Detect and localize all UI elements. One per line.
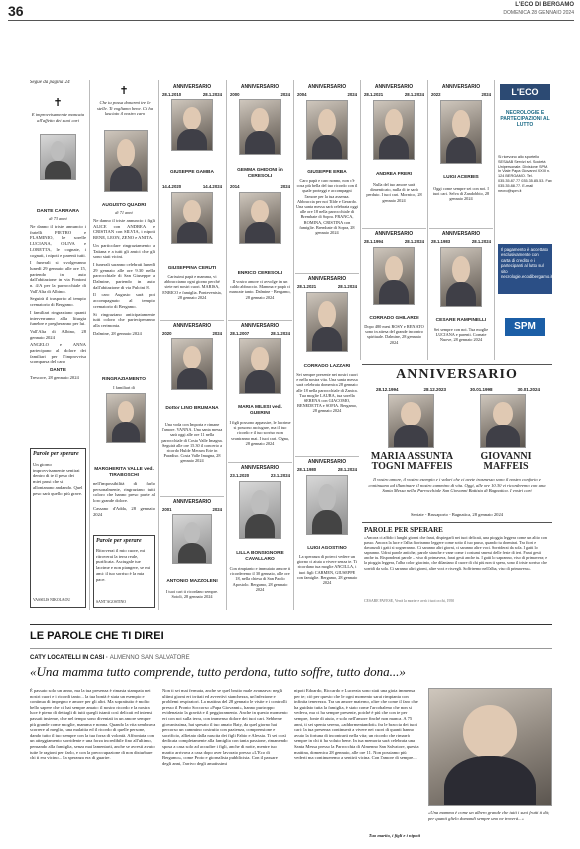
separator (362, 228, 426, 229)
date-end: 28.1.2024 (337, 284, 357, 289)
column-divider (89, 80, 90, 610)
obit-text (30, 224, 86, 442)
deceased-name: MARIA MILESI ved. GUERINI (238, 405, 282, 416)
anniversary-text: Sei sempre con noi. Tua moglie LUCIANA e parenti. Cornate Nuove, 28 gennaio 2024 (433, 327, 489, 343)
deceased-name: MARGHERITA VALLE ved. TIRABOSCHI (94, 467, 154, 478)
portrait-photo (440, 247, 482, 307)
author-place: ALMENNO SAN SALVATORE (109, 655, 190, 661)
obit-paragraph: Trescore, 28 gennaio 2024 (30, 374, 79, 380)
date-start: 2000 (230, 92, 240, 97)
column-divider (158, 80, 159, 610)
anniversary-place: Seriate - Brusaporto - Bagnatica, 28 gennaio 2024 (410, 512, 504, 517)
obit-paragraph: ANGELO e ANNA partecipano al dolore dei familiari per l'improvvisa scomparsa del caro (30, 342, 86, 365)
date-start: 23.1.2020 (230, 473, 250, 478)
obit-paragraph: Ne danno il triste annuncio i fratelli PIETRO e FLAMINIO, le sorelle LUCIANA, OLIVA e LORETTA, le cognate, i cognati, i nipoti e parenti tutti. (30, 224, 86, 258)
obit-text (93, 218, 155, 368)
anniversary-dates (376, 387, 446, 392)
date-end: 28.1.2024 (202, 92, 222, 97)
date-start: 2022 (431, 92, 441, 97)
date-start: 2014 (230, 184, 240, 189)
column-divider (494, 80, 495, 360)
date-end: 28.1.2024 (270, 331, 290, 336)
anniversary-title: ANNIVERSARIO (307, 459, 347, 465)
date-start: 28.12.1994 (376, 387, 399, 392)
deceased-name: LILLA BONSIGNORE CAVALLARO (236, 551, 284, 562)
anniversary-dates (297, 92, 357, 97)
anniversary-dates (230, 331, 290, 336)
date-end: 28.1.2024 (404, 92, 424, 97)
eco-logo: L'ECO (500, 84, 550, 100)
anniversary-dates (470, 387, 540, 392)
section-title: LE PAROLE CHE TI DIREI (30, 630, 164, 642)
date-start: 2020 (162, 331, 172, 336)
anniversary-title: ANNIVERSARIO (240, 465, 280, 471)
anniversary-text: Caro papà e caro nonno, non c'è cosa più bella del tuo ricordo con il quale proteggi e accompagni l'amore per la tua assenza. Abbraccia per noi Tilde e Gerardo. Una santa messa sarà celebrata oggi alle ore 18 nella parrocchiale di Brembate di Sopra. FRANCA, ROMINA, CRISTINA con famiglie. Brembate di Sopra, 28 gennaio 2024 (296, 178, 358, 236)
portrait-photo (40, 134, 76, 180)
anniversary-text: I figli possono appassire, le lacrime si possono asciugare, ma il tuo ricordo e il tuo sorriso non svaniranno mai. I tuoi cari. Ogna, 28 gennaio 2024 (229, 420, 291, 446)
page-number: 36 (8, 3, 24, 19)
portrait-photo (440, 100, 482, 164)
deceased-name: ANTONIO MAZZOLENI (166, 579, 218, 584)
necrologie-title: NECROLOGIE E PARTECIPAZIONI AL LUTTO (500, 110, 550, 128)
date-start: 14.4.2020 (162, 184, 182, 189)
anniversary-title: ANNIVERSARIO (374, 84, 414, 90)
spm-logo: SPM (505, 318, 545, 336)
separator (30, 648, 552, 649)
date-start: 2004 (297, 92, 307, 97)
anniversary-text: Sei sempre presente nei nostri cuori e nella nostra vita. Una santa messa sarà celebrata domenica 28 gennaio alle 18 nella parrocchiale di Zanica. Tua moglie LAURA, tua sorella SERENA con GIACOMO, BENEDETTA e SOFIA. Bergamo, 28 gennaio 2024 (296, 372, 358, 414)
anniversary-title: ANNIVERSARIO (441, 84, 481, 90)
deceased-name: ENRICO CERESOLI (237, 271, 283, 276)
parole-text: Ritroverai il mio cuore, mi ritroverai la terra reale, purificata. Asciugale tue lacrime e non piangere, se mi ami: il tuo sorriso è la mia pace. (96, 548, 151, 582)
anniversary-text: Il vostro amore, il vostro esempio e i valori che ci avete trasmesso sono il nostro conforto e continuano ad illuminare il nostro cammino di vita. Oggi, alle ore 10.30 vi ricorderemo con una Santa Messa nella Parrocchiale San Giovanni Battista di Bagnatica. I vostri cari (368, 477, 546, 493)
anniversary-text: Nulla del tuo amore sarà dimenticato, nulla di te sarà perduto. I tuoi cari. Mornico, 28 gennaio 2024 (366, 182, 422, 203)
portrait-photo (306, 292, 348, 352)
article-signature: Tuo marito, i figli e i nipoti (368, 833, 420, 838)
obit-paragraph: Vall'Alta di Albino, 28 gennaio 2024 (30, 328, 86, 340)
anniversary-text: Con rimpianto e immutato amore ti ricorderemo il 30 gennaio, alle ore 18, nella chiesa di San Paolo Apostolo. Bergamo, 28 gennaio 2024 (229, 566, 291, 592)
separator (295, 273, 359, 274)
separator (362, 364, 552, 365)
anniversary-heading: ANNIVERSARIO (396, 367, 518, 382)
headline-quote: «Una mamma tutto comprende, tutto perdona, tutto soffre, tutto dona...» (30, 664, 406, 679)
anniversary-title: ANNIVERSARIO (441, 231, 481, 237)
anniversary-dates (230, 473, 290, 478)
article-column: Non ti sei mai fermata, anche se quel brutto male avanzava: negli ultimi giorni eri irritati ed avvertivi stanchezza, un'infezione e problemi respiratori. La mattina del 28 gennaio le visite e i controlli presso il Pronto Soccorso «Papa Giovanni», hanno purtroppo evidenziato la gravità e il peggioramento. Anche in questo momento eri con noi sulla terra, con immenso dolore dei tuoi cari. Sebbene giovanissima, hai spesato il tuo amato Baty, da quel giorno hai percorso un cammino costruito con pazienza, comprensione e sacrificio, allietato dalla nascita dei figli Fabio e Alessia. Ti sei così dedicata completamente alla famiglia con tanta passione, rimanendo sposa a casa solo ad accudire i figli, anche di notte, mentre tuo marito arrivava a casa dopo aver lavorato presso «L'Eco di Bergamo», come Proto e giornalista pubblicista. Con il passare degli anni, l'arrivo degli amatissimi (162, 688, 288, 766)
portrait-photo (239, 338, 281, 394)
anniversary-dates (162, 331, 222, 336)
deceased-name: Dottor LINO BRUMANA (165, 406, 219, 411)
portrait-photo (428, 688, 552, 806)
portrait-photo (239, 192, 281, 244)
date-start: 30.01.1998 (470, 387, 493, 392)
portrait-photo (104, 130, 148, 192)
deceased-name: DANTE (50, 367, 66, 373)
anniversary-text: I tuoi cari ti ricordano sempre. Sotoli, 28 gennaio 2024 (165, 589, 219, 600)
anniversary-title: ANNIVERSARIO (172, 84, 212, 90)
anniversary-title: ANNIVERSARIO (307, 276, 347, 282)
deceased-name: CESARE RAMPINELLI (435, 318, 487, 323)
date-end: 2024 (280, 184, 290, 189)
anniversary-text: Oggi come sempre sei con noi. I tuoi cari. Selva di Zandobbio, 28 gennaio 2024 (432, 186, 490, 202)
separator (228, 462, 292, 463)
obit-paragraph: Si ringraziano anticipatamente tutti coloro che parteciperanno alla cerimonia. (93, 311, 155, 328)
portrait-photo (239, 99, 281, 155)
date-end: 2024 (347, 92, 357, 97)
portrait-photo (373, 247, 415, 305)
obit-paragraph: I funerali si svolgeranno lunedì 29 gennaio alle ore 15, partendo in auto dall'abitazione in via Fontoni n. 4/A per la parrocchiale di Vall'Alta di Albino. (30, 260, 86, 294)
deceased-age: di 73 anni (49, 216, 67, 221)
obit-paragraph: Seguirà il trasporto al tempio crematorio di Bergamo. (30, 296, 86, 308)
date-end: 2024 (212, 507, 222, 512)
parole-author: VASSILIS NIKOLAOU (33, 598, 71, 602)
anniversary-dates (297, 467, 357, 472)
date-end: 28.12.2023 (423, 387, 446, 392)
date-end: 2024 (280, 92, 290, 97)
column-divider (427, 80, 428, 360)
portrait-photo (480, 394, 526, 448)
date-start: 28.1.2010 (162, 92, 182, 97)
article-column: nipoti Edoardo, Riccardo e Lucrezia sono stati una gioia immensa per te; ciò per questo che le ogni momento sarai rimpianta con infinita tenerezza. Tra un amore materno, oltre che come il faro che ha guidato tutta la famiglia, è stato come l'arcobaleno che non si vedeva, ma ci ha sempre presente, poiché è piú che con te per sempre, fonte di aiuto, e solo nell'amore finché non manca. A 75 anni, ti sei spenta serena, «addormentandoti» fra le braccia dei tuoi cari: la tua presenza continuerà a vivere nei cuori di quanti hanno avuto la fortuna di incontrarti nella vita; un ricordo che rimarrà sempre in chi ti ha voluto bene. In tua memoria sarà celebrata una Santa Messa presso la Parrocchia di Almenno San Salvatore, questa mattina, domenica 28 gennaio, alle ore 11. Non possiamo più vederti ma continueremo a sentirti vicina. Con l'amore di sempre... (294, 688, 419, 761)
deceased-name: GIUSEPPE ERBA (307, 170, 347, 175)
header-rule (8, 20, 574, 21)
deceased-name: AUGUSTO QUADRI (101, 203, 147, 208)
date-start: 28.1.2007 (230, 331, 250, 336)
separator (160, 320, 224, 321)
publication-name: L'ECO DI BERGAMO (515, 2, 574, 8)
obit-intro: Che tu possa donarmi tre le stelle. Ti vogliamo bene. Ci ha lasciato il nostro caro (96, 100, 153, 117)
anniversary-dates (162, 184, 222, 189)
anniversary-title: ANNIVERSARIO (172, 323, 212, 329)
separator (429, 228, 493, 229)
deceased-name: GEMMA GHIDONI in CERESOLI (237, 168, 283, 179)
article-column: È passato solo un anno, ma la tua presenza è rimasta stampata nei nostri cuori e i ricordi tanto... la tua bontà è stata un esempio e continua di impegno e amore per gli altri. Ma soprattutto è molto bello sapere che ci hai sempre amato: il nostro ricordo e la nostra luce è pieno di dettagli di tutti quegli istanti così delicati ed intensi passati insieme, che nel tempo sono diventati in un amore sempre più grande come moglie, mamma e nonna. Quando la vita sembrava scorrere al meglio, una malattia ed il ricordo di quelle persone, dando tutto il tuo sempre con la tua forza di volontà. Affrontata con un atteggiamento sorridente e una forza incredibile fino all'ultimo, pensando alla famiglia, senza mai lamentarti, anche se avresti avuto tutte le ragioni per farlo, e con la preoccupazione di non disturbare chi ti era vicino... la speranza era di guarire. (30, 688, 156, 761)
date-start: 28.1.2021 (364, 92, 384, 97)
date-start: 28.1.1983 (431, 239, 451, 244)
portrait-photo (373, 100, 415, 160)
office-info: Si ricevono allo sportello SESAAB Servizi srl. Società Unipersonale. Divisione SPM. In Viale Papa Giovanni XXIII n. 124 BERGAMO. Tel. 035.35.87.77 035.35.85.53. Fax 035.35.88.77. E-mail necro@spm.it (498, 155, 552, 193)
anniversary-title: ANNIVERSARIO (240, 84, 280, 90)
deceased-name: ANDREA FRERI (375, 172, 413, 177)
portrait-photo (172, 514, 212, 564)
parole-text: Un giorno improvvisamente sentirai dentro di te il peso dei miei passi che si allontanano andando. Quel peso sarà quello più grave. (33, 462, 83, 496)
parole-author: SANT'AGOSTINO (96, 600, 127, 604)
date-end: 28.1.2024 (337, 467, 357, 472)
anniversary-dates (364, 92, 424, 97)
thanks-text (93, 481, 155, 531)
anniversary-dates (230, 184, 290, 189)
anniversary-dates (431, 239, 491, 244)
parole-title: Parole per sperare (33, 451, 79, 457)
anniversary-text: Dopo 480 mesi ROSY e RENATO sono in attesa del grande incontro spirituale. Dalmine, 28 gennaio 2024 (364, 324, 424, 345)
thanks-subtitle: I familiari di (113, 385, 135, 390)
obit-paragraph: Il caro Augusto sarà poi accompagnato al tempio crematorio di Bergamo. (93, 292, 155, 309)
anniversary-dates (364, 239, 424, 244)
date-end: 14.4.2024 (202, 184, 222, 189)
separator (30, 624, 552, 625)
obit-paragraph: Un particolare ringraziamento a Tatiana e a tutti gli amici che gli sono stati vicini. (93, 242, 155, 260)
deceased-name: LUIGI AGOSTINO (307, 546, 347, 551)
obit-paragraph: Ne danno il triste annuncio i figli ALICE con ANDREA e CRISTIAN con SILVIA, i nipoti RENE, LEON, ZENO e ANITA. (93, 218, 155, 241)
anniversary-text: Carissimi papà e mamma, vi abbracciamo ogni giorno perché siete nei nostri cuori. MARISA, ENRICO e famiglia. Pontevenisia, 28 gennaio 2024 (162, 274, 222, 300)
date-end: 28.1.2024 (404, 239, 424, 244)
date-start: 28.1.1980 (297, 467, 317, 472)
obit-paragraph: Dalmine, 28 gennaio 2024 (93, 330, 142, 336)
separator (160, 496, 224, 497)
deceased-name: CORRADO GHILARDI (369, 316, 419, 321)
cross-icon: ✝ (119, 84, 129, 97)
date-end: 30.01.2024 (517, 387, 540, 392)
date-end: 2024 (481, 92, 491, 97)
separator (228, 320, 292, 321)
thanks-paragraph: nell'impossibilità di farlo personalmente, ringraziano tutti coloro che hanno preso parte al loro grande dolore. (93, 481, 155, 504)
portrait-photo (171, 99, 213, 151)
anniversary-dates (297, 284, 357, 289)
separator (295, 456, 359, 457)
column-divider (226, 80, 227, 610)
portrait-photo (306, 475, 348, 535)
continued-label: Segue da pagina 24 (30, 80, 70, 85)
date-start: 28.1.1994 (364, 239, 384, 244)
photo-caption: «Una mamma è come un albero grande che tutti i suoi frutti ti dà; per quanti glielo domandi sempre uno ne troverà...» (428, 810, 550, 821)
thanks-paragraph: Cassano d'Adda, 28 gennaio 2024 (93, 505, 155, 517)
deceased-name: CORRADO LAZZARI (303, 364, 351, 369)
date-start: 2001 (162, 507, 172, 512)
anniversary-title: ANNIVERSARIO (307, 84, 347, 90)
thanks-title: RINGRAZIAMENTO (102, 377, 146, 382)
deceased-name: DANTE CARRARA (36, 209, 80, 214)
parole-author: CESARE PAVESE, Verrà la morte e avrà i tuoi occhi, 1950 (364, 599, 455, 603)
deceased-name: GIUSEPPINA CERUTI (167, 266, 217, 271)
parole-title: PAROLE PER SPERARE (364, 526, 443, 534)
anniversary-title: ANNIVERSARIO (374, 231, 414, 237)
date-start: 28.1.2021 (297, 284, 317, 289)
parole-text: «Ancora ci affido i lunghi giorni che farai, dispiegarli nei tuoi delicati, una pioggia leggera come un alito con passo. Ancora la luce e l'alba fioriranno leggere come sotto il tuo passo, quando tu dormirai. Tra fiori e davanzali i gatti si sogneranno. Ci saranno altri giorni, ci saranno altre voci. Sorriderai da sola. I gatti lo sapranno. Udrai parole antiche, parole stanche e vane come i costumi smessi delle feste di ieri. Farai gesti anche tu. Risponderai parole – viso di primavera, farai gesti anche tu. I gatti lo sapranno, viso di primavera; e la pioggia leggera, l'alba color giacinto, che dilaniano il cuore di chi più non ti spera, sono il triste sorriso che sorridi da sola. Ci saranno altri giorni, altre voci e risvegli. Soffriremo nell'alba, viso di primavera». (364, 535, 548, 571)
anniversary-title: ANNIVERSARIO (172, 499, 212, 505)
anniversary-text: La speranza di poterci vedere un giorno ci aiuta a vivere senza te. Ti ricordano tua moglie ANCILLA, i tuoi figli CARMEN, GIUSEPPE con famiglie. Bergamo, 28 gennaio 2024 (296, 554, 358, 586)
portrait-photo (106, 393, 146, 443)
obit-intro: E improvvisamente mancata all'affetto dei suoi cari (31, 112, 85, 123)
deceased-name: LUIGI ACERBIS (443, 175, 479, 180)
byline: CATY LOCATELLI IN CASI · ALMENNO SAN SALVATORE (30, 655, 190, 661)
anniversary-dates (431, 92, 491, 97)
column-divider (293, 80, 294, 610)
anniversary-text: Il vostro amore ci avvolge in un caldo abbraccio. Mamma e papà ci mancate tanto. Dalmine - Bergamo, 28 gennaio 2024 (229, 279, 291, 300)
anniversary-text: Una voda con Importa e rimane l'amore. VANNA. Una santa messa sarà oggi alle ore 11 nella parrocchiale di Costa Valle Imagna. Seguirà alle ore 15.30 il concerto a ricordo Hulde Mecum Erie in Paradiso. Costa Valle Imagna, 28 gennaio 2024 (161, 422, 223, 464)
anniversary-title: ANNIVERSARIO (240, 323, 280, 329)
portrait-photo (171, 192, 213, 244)
author-name: CATY LOCATELLI IN CASI (30, 655, 105, 661)
deceased-name: GIUSEPPE GAMBA (170, 170, 214, 175)
separator (362, 522, 552, 523)
deceased-name: MARIA ASSUNTA TOGNI MAFFEIS (370, 451, 454, 472)
anniversary-dates (162, 507, 222, 512)
obit-paragraph: I familiari ringraziano quanti interverranno alla liturgia funebre e pregheranno per lui. (30, 309, 86, 327)
obit-paragraph: I funerali saranno celebrati lunedì 29 gennaio alle ore 9.30 nella parrocchiale di San Giuseppe a Dalmine, partendo in auto dall'abitazione di via Pulcini 8. (93, 261, 155, 290)
deceased-name: GIOVANNI MAFFEIS (480, 451, 532, 472)
anniversary-dates (230, 92, 290, 97)
portrait-photo (171, 338, 213, 390)
date-end: 2024 (212, 331, 222, 336)
cross-icon: ✝ (53, 96, 63, 109)
issue-date: DOMENICA 28 GENNAIO 2024 (503, 10, 574, 16)
portrait-photo (306, 100, 348, 160)
column-divider (360, 80, 361, 360)
portrait-photo (388, 394, 434, 448)
payment-info: Il pagamento è accettato esclusivamente con carta di credito e i partecipanti al lutto sul sito necrologie.ecodibergamo.it (498, 244, 552, 294)
deceased-age: di 71 anni (115, 210, 133, 215)
anniversary-dates (162, 92, 222, 97)
parole-title: Parole per sperare (96, 538, 142, 544)
date-end: 28.1.2024 (471, 239, 491, 244)
date-end: 23.1.2024 (270, 473, 290, 478)
portrait-photo (239, 481, 281, 539)
